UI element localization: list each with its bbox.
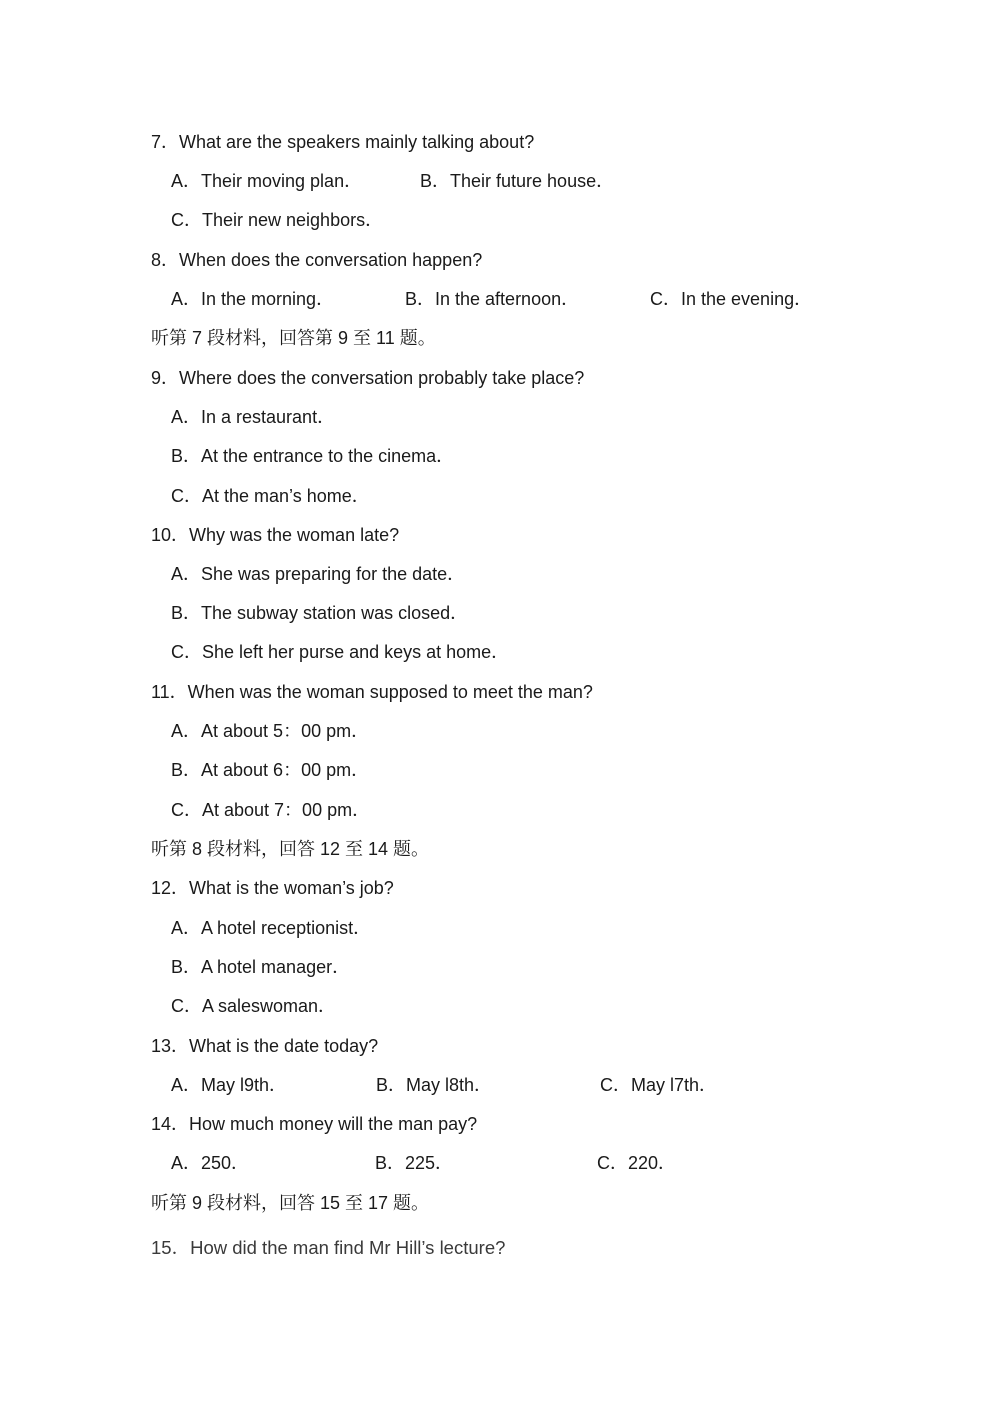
question-12-option-c: C．A saleswoman．	[171, 996, 337, 1016]
question-12-option-b: B．A hotel manager．	[171, 957, 351, 977]
question-10-option-b: B．The subway station was closed．	[171, 603, 469, 623]
question-13: 13．What is the date today?	[151, 1036, 379, 1056]
question-8: 8．When does the conversation happen?	[151, 250, 483, 270]
question-7-option-c: C．Their new neighbors．	[171, 210, 384, 230]
question-10: 10．Why was the woman late?	[151, 525, 400, 545]
question-13-option-a: A．May l9th．	[171, 1075, 288, 1095]
question-11-option-c: C．At about 7：00 pm．	[171, 800, 371, 820]
question-14-option-a: A．250．	[171, 1153, 250, 1173]
question-11: 11．When was the woman supposed to meet the man?	[151, 682, 593, 702]
question-12: 12．What is the woman’s job?	[151, 878, 394, 898]
section-heading-9: 听第 9 段材料，回答 15 至 17 题。	[151, 1193, 430, 1213]
question-15: 15．How did the man find Mr Hill’s lecture?	[151, 1237, 506, 1258]
question-9-option-a: A．In a restaurant．	[171, 407, 336, 427]
question-11-option-a: A．At about 5：00 pm．	[171, 721, 370, 741]
question-7: 7．What are the speakers mainly talking about?	[151, 132, 535, 152]
question-14-option-b: B．225．	[375, 1153, 454, 1173]
question-8-option-a: A．In the morning．	[171, 289, 335, 309]
question-13-option-c: C．May l7th．	[600, 1075, 718, 1095]
section-heading-7: 听第 7 段材料，回答第 9 至 11 题。	[151, 328, 436, 348]
question-10-option-a: A．She was preparing for the date．	[171, 564, 466, 584]
question-7-option-a: A．Their moving plan．	[171, 171, 363, 191]
question-14: 14．How much money will the man pay?	[151, 1114, 478, 1134]
question-12-option-a: A．A hotel receptionist．	[171, 918, 372, 938]
question-11-option-b: B．At about 6：00 pm．	[171, 760, 370, 780]
question-8-option-c: C．In the evening．	[650, 289, 813, 309]
question-13-option-b: B．May l8th．	[376, 1075, 493, 1095]
question-10-option-c: C．She left her purse and keys at home．	[171, 642, 510, 662]
section-heading-8: 听第 8 段材料，回答 12 至 14 题。	[151, 839, 430, 859]
question-14-option-c: C．220．	[597, 1153, 677, 1173]
question-8-option-b: B．In the afternoon．	[405, 289, 580, 309]
question-9-option-b: B．At the entrance to the cinema．	[171, 446, 455, 466]
question-9: 9．Where does the conversation probably take place?	[151, 368, 585, 388]
question-9-option-c: C．At the man’s home．	[171, 486, 370, 506]
question-7-option-b: B．Their future house．	[420, 171, 615, 191]
